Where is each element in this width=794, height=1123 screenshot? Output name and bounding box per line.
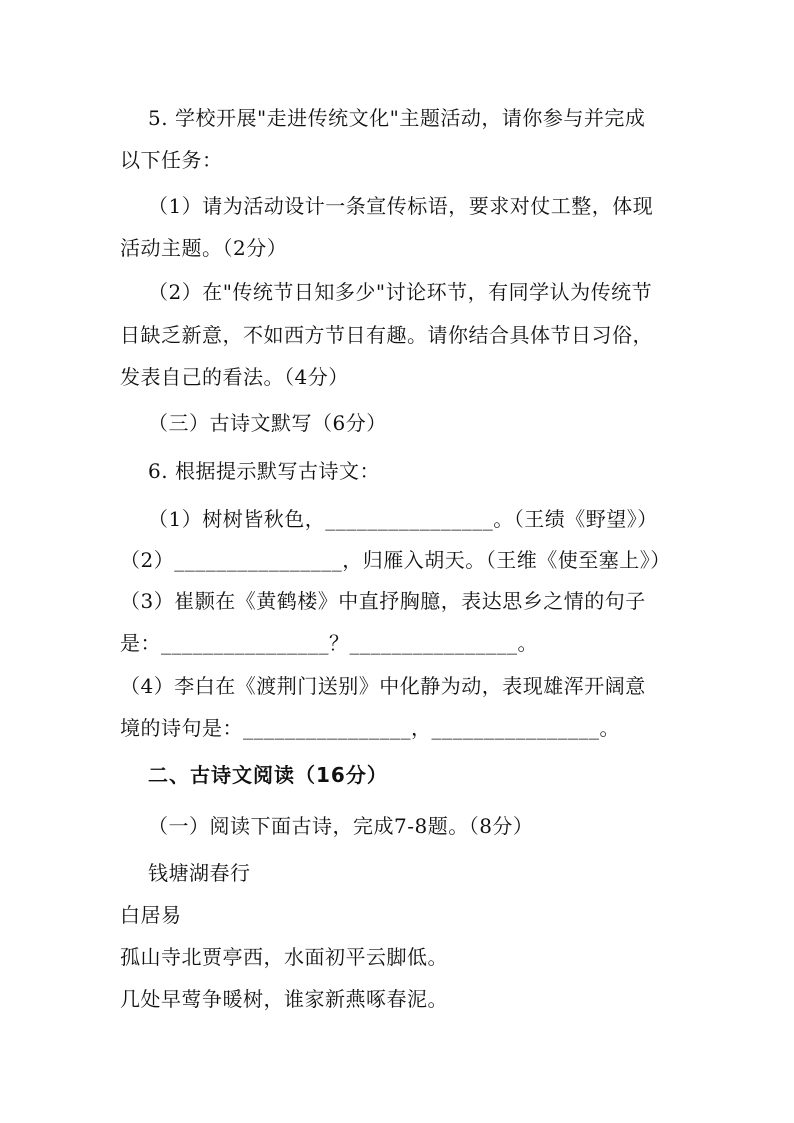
q5-sub2-line-2: 日缺乏新意，不如西方节日有趣。请你结合具体节日习俗， [120,323,653,347]
q6-item-3-line-2: 是：________________？________________。 [120,631,538,655]
q5-sub1-line-2: 活动主题。（2分） [120,236,288,260]
q6-item-3-line-1: （3）崔颢在《黄鹤楼》中直抒胸臆，表达思乡之情的句子 [120,589,646,613]
q6-title: 6. 根据提示默写古诗文： [148,459,380,483]
q6-item-2: （2）________________，归雁入胡天。（王维《使至塞上》） [120,548,671,572]
q5-line-2: 以下任务： [120,148,223,172]
q6-item-4-line-2: 境的诗句是：________________，________________。 [120,716,620,740]
poem-author: 白居易 [120,903,182,927]
q5-sub1-line-1: （1）请为活动设计一条宣传标语，要求对仗工整，体现 [148,194,654,218]
q5-sub2-line-1: （2）在"传统节日知多少"讨论环节，有同学认为传统节 [148,280,653,304]
q6-item-1: （1）树树皆秋色，________________。（王绩《野望》） [148,507,658,531]
subsection-1-title: （一）阅读下面古诗，完成7-8题。（8分） [148,814,534,838]
part-2-title: 二、古诗文阅读（16分） [148,763,388,787]
q6-item-4-line-1: （4）李白在《渡荆门送别》中化静为动，表现雄浑开阔意 [120,674,646,698]
poem-line-1: 孤山寺北贾亭西，水面初平云脚低。 [120,945,448,969]
poem-title: 钱塘湖春行 [148,861,251,885]
q5-line-1: 5. 学校开展"走进传统文化"主题活动，请你参与并完成 [148,106,646,130]
section-3-title: （三）古诗文默写（6分） [148,411,387,435]
poem-line-2: 几处早莺争暖树，谁家新燕啄春泥。 [120,987,448,1011]
q5-sub2-line-3: 发表自己的看法。（4分） [120,365,349,389]
